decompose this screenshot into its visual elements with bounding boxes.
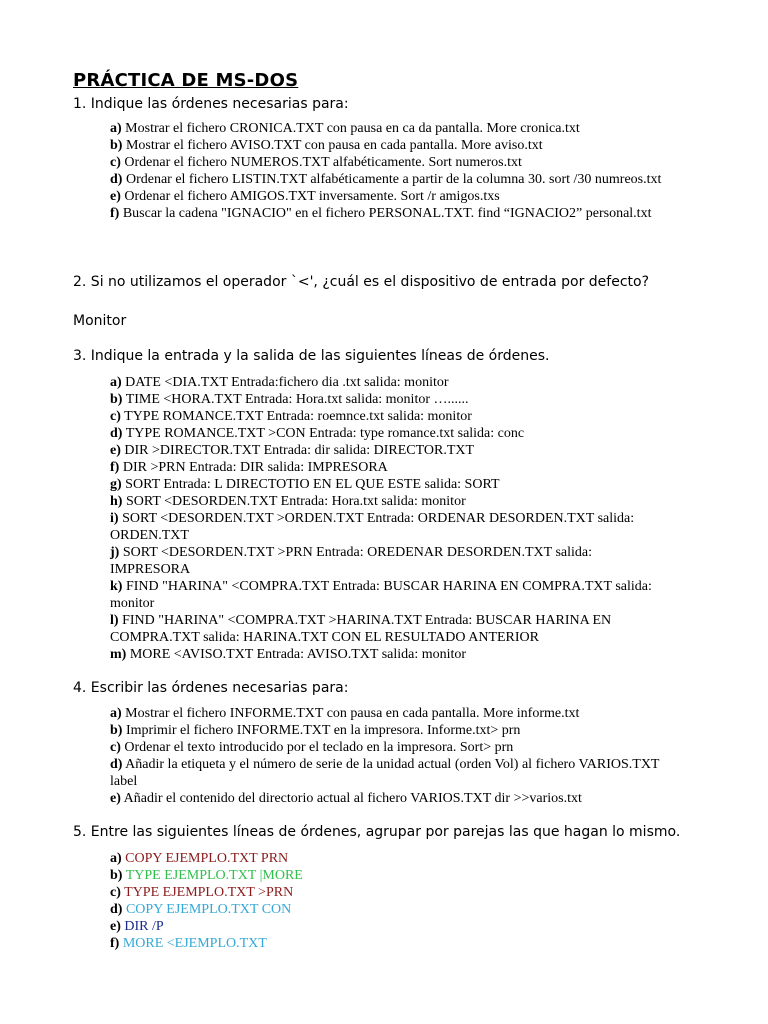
list-item: k) FIND "HARINA" <COMPRA.TXT Entrada: BUSCAR HARINA EN COMPRA.TXT salida: monitor <box>110 579 652 611</box>
list-item: f) Buscar la cadena "IGNACIO" en el fichero PERSONAL.TXT. find “IGNACIO2” personal.txt <box>110 206 652 221</box>
list-item: h) SORT <DESORDEN.TXT Entrada: Hora.txt salida: monitor <box>110 494 466 509</box>
list-item: d) Ordenar el fichero LISTIN.TXT alfabéticamente a partir de la columna 30. sort /30 numreos.txt <box>110 172 662 187</box>
list-item: e) Ordenar el fichero AMIGOS.TXT inversamente. Sort /r amigos.txs <box>110 189 500 204</box>
list-item: d) Añadir la etiqueta y el número de serie de la unidad actual (orden Vol) al fichero VARIOS.TXT label <box>110 757 660 789</box>
list-item: a) COPY EJEMPLO.TXT PRN <box>110 851 289 866</box>
list-item: b) Mostrar el fichero AVISO.TXT con pausa en cada pantalla. More aviso.txt <box>110 138 543 153</box>
list-item: j) SORT <DESORDEN.TXT >PRN Entrada: OREDENAR DESORDEN.TXT salida: IMPRESORA <box>110 545 592 577</box>
list-item: a) Mostrar el fichero CRONICA.TXT con pausa en ca da pantalla. More cronica.txt <box>110 121 580 136</box>
list-item: l) FIND "HARINA" <COMPRA.TXT >HARINA.TXT Entrada: BUSCAR HARINA EN COMPRA.TXT salida: HARINA.TXT CON EL RESULTADO ANTERIOR <box>110 613 612 645</box>
list-item: c) Ordenar el fichero NUMEROS.TXT alfabéticamente. Sort numeros.txt <box>110 155 522 170</box>
list-item: f) DIR >PRN Entrada: DIR salida: IMPRESORA <box>110 460 388 475</box>
list-item: b) Imprimir el fichero INFORME.TXT en la impresora. Informe.txt> prn <box>110 723 521 738</box>
list-item: a) Mostrar el fichero INFORME.TXT con pausa en cada pantalla. More informe.txt <box>110 706 580 721</box>
list-item: i) SORT <DESORDEN.TXT >ORDEN.TXT Entrada: ORDENAR DESORDEN.TXT salida: ORDEN.TXT <box>110 511 635 543</box>
list-item: d) COPY EJEMPLO.TXT CON <box>110 902 292 917</box>
list-item: b) TIME <HORA.TXT Entrada: Hora.txt salida: monitor …...... <box>110 392 469 407</box>
question-5-list <box>110 850 670 952</box>
list-item: m) MORE <AVISO.TXT Entrada: AVISO.TXT salida: monitor <box>110 647 467 662</box>
list-item: e) DIR /P <box>110 919 164 934</box>
question-1-list <box>110 120 670 222</box>
question-3-list <box>110 374 670 663</box>
question-4: 4. Escribir las órdenes necesarias para: <box>73 680 349 696</box>
list-item: b) TYPE EJEMPLO.TXT |MORE <box>110 868 303 883</box>
question-2: 2. Si no utilizamos el operador `<', ¿cuál es el dispositivo de entrada por defecto? <box>73 274 649 290</box>
page-title: PRÁCTICA DE MS-DOS <box>73 70 299 91</box>
list-item: c) TYPE EJEMPLO.TXT >PRN <box>110 885 294 900</box>
question-5: 5. Entre las siguientes líneas de órdenes, agrupar por parejas las que hagan lo mismo. <box>73 824 681 840</box>
list-item: a) DATE <DIA.TXT Entrada:fichero dia .txt salida: monitor <box>110 375 449 390</box>
list-item: d) TYPE ROMANCE.TXT >CON Entrada: type romance.txt salida: conc <box>110 426 525 441</box>
list-item: e) Añadir el contenido del directorio actual al fichero VARIOS.TXT dir >>varios.txt <box>110 791 582 806</box>
list-item: f) MORE <EJEMPLO.TXT <box>110 936 267 951</box>
list-item: g) SORT Entrada: L DIRECTOTIO EN EL QUE ESTE salida: SORT <box>110 477 500 492</box>
answer-2: Monitor <box>73 313 127 329</box>
question-4-list <box>110 705 670 807</box>
list-item: c) TYPE ROMANCE.TXT Entrada: roemnce.txt salida: monitor <box>110 409 472 424</box>
question-1: 1. Indique las órdenes necesarias para: <box>73 96 349 112</box>
question-3: 3. Indique la entrada y la salida de las siguientes líneas de órdenes. <box>73 348 550 364</box>
list-item: c) Ordenar el texto introducido por el teclado en la impresora. Sort> prn <box>110 740 514 755</box>
list-item: e) DIR >DIRECTOR.TXT Entrada: dir salida: DIRECTOR.TXT <box>110 443 475 458</box>
